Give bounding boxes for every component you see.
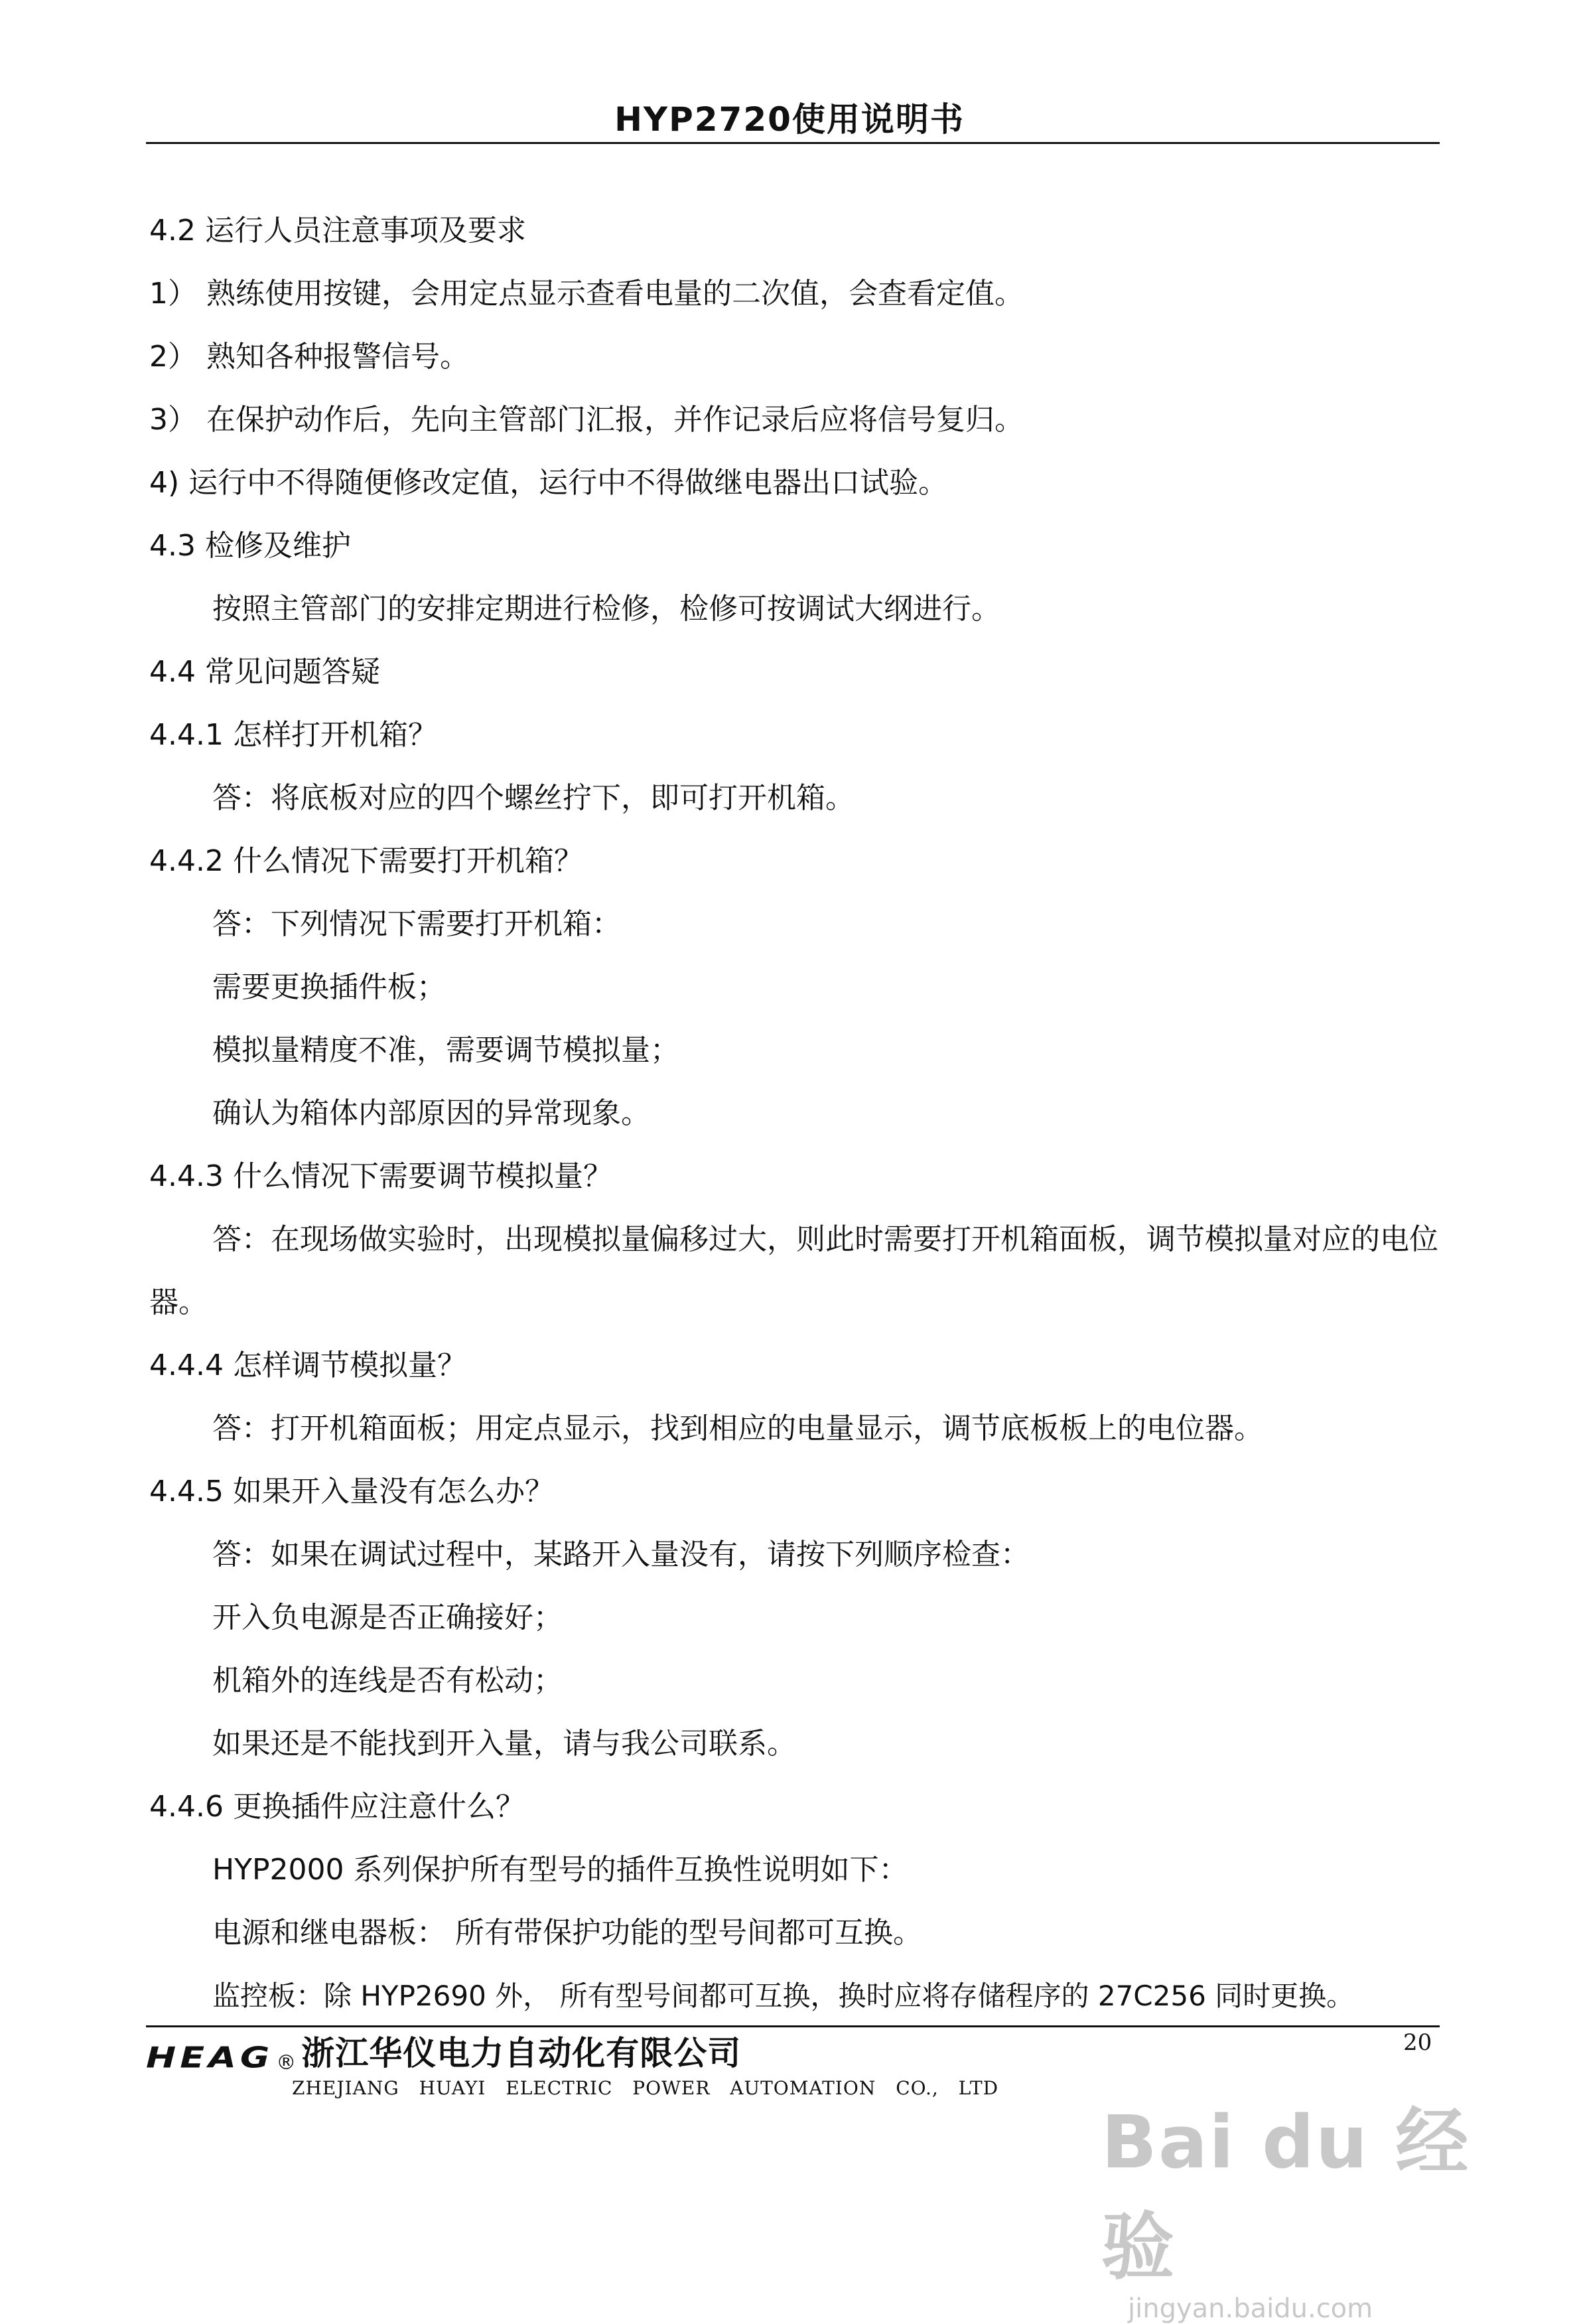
section-heading-4-3: 4.3 检修及维护: [149, 529, 351, 563]
answer-4-4-2-item-3: 确认为箱体内部原因的异常现象。: [212, 1096, 650, 1130]
company-name-en: ZHEJIANG HUAYI ELECTRIC POWER AUTOMATION CO., LTD: [292, 2077, 999, 2099]
paragraph-maintenance: 按照主管部门的安排定期进行检修，检修可按调试大纲进行。: [212, 592, 1000, 626]
question-4-4-4: 4.4.4 怎样调节模拟量？: [149, 1348, 466, 1382]
company-logo: [146, 2035, 741, 2074]
question-4-4-5: 4.4.5 如果开入量没有怎么办？: [149, 1475, 554, 1508]
answer-4-4-2: 答：下列情况下需要打开机箱：: [212, 907, 621, 941]
question-4-4-6: 4.4.6 更换插件应注意什么？: [149, 1790, 525, 1824]
question-4-4-2: 4.4.2 什么情况下需要打开机箱？: [149, 844, 583, 878]
page-header-title: HYP2720使用说明书: [614, 100, 965, 139]
answer-4-4-5-item-1: 开入负电源是否正确接好；: [212, 1601, 563, 1634]
list-item-3: 3） 在保护动作后，先向主管部门汇报，并作记录后应将信号复归。: [149, 403, 1024, 437]
list-item-1: 1） 熟练使用按键，会用定点显示查看电量的二次值，会查看定值。: [149, 277, 1024, 311]
question-4-4-1: 4.4.1 怎样打开机箱？: [149, 718, 437, 752]
section-heading-4-4: 4.4 常见问题答疑: [149, 655, 380, 689]
answer-4-4-5-item-2: 机箱外的连线是否有松动；: [212, 1664, 563, 1698]
section-heading-4-2: 4.2 运行人员注意事项及要求: [149, 214, 526, 248]
question-4-4-3: 4.4.3 什么情况下需要调节模拟量？: [149, 1159, 612, 1193]
company-name-cn: 浙江华仪电力自动化有限公司: [301, 2034, 742, 2072]
heag-logo-text: HEAG: [146, 2041, 274, 2074]
header-divider: [146, 142, 1440, 144]
baidu-watermark: [1101, 2084, 1473, 2324]
answer-4-4-5: 答：如果在调试过程中，某路开入量没有，请按下列顺序检查：: [212, 1538, 1030, 1571]
answer-4-4-3: 答：在现场做实验时，出现模拟量偏移过大，则此时需要打开机箱面板，调节模拟量对应的电位器。: [149, 1222, 1438, 1319]
page-number: 20: [1403, 2029, 1432, 2056]
answer-4-4-6-item-1: 电源和继电器板： 所有带保护功能的型号间都可互换。: [212, 1916, 922, 1950]
registered-mark: ®: [276, 2051, 297, 2074]
document-body: [149, 199, 1440, 2027]
answer-4-4-6-item-2: 监控板：除 HYP2690 外， 所有型号间都可互换，换时应将存储程序的 27C256 同时更换。: [212, 1980, 1355, 2012]
answer-4-4-6: HYP2000 系列保护所有型号的插件互换性说明如下：: [212, 1853, 908, 1887]
answer-4-4-5-item-3: 如果还是不能找到开入量，请与我公司联系。: [212, 1727, 796, 1761]
watermark-main: Bai du 经验: [1101, 2100, 1470, 2289]
answer-4-4-2-item-1: 需要更换插件板；: [212, 970, 446, 1004]
list-item-4: 4) 运行中不得随便修改定值，运行中不得做继电器出口试验。: [149, 466, 948, 500]
list-item-2: 2） 熟知各种报警信号。: [149, 340, 469, 374]
answer-4-4-2-item-2: 模拟量精度不准，需要调节模拟量；: [212, 1033, 679, 1067]
watermark-url: jingyan.baidu.com: [1128, 2293, 1373, 2324]
answer-4-4-4: 答：打开机箱面板；用定点显示，找到相应的电量显示，调节底板板上的电位器。: [212, 1412, 1263, 1445]
answer-4-4-1: 答：将底板对应的四个螺丝拧下，即可打开机箱。: [212, 781, 855, 815]
